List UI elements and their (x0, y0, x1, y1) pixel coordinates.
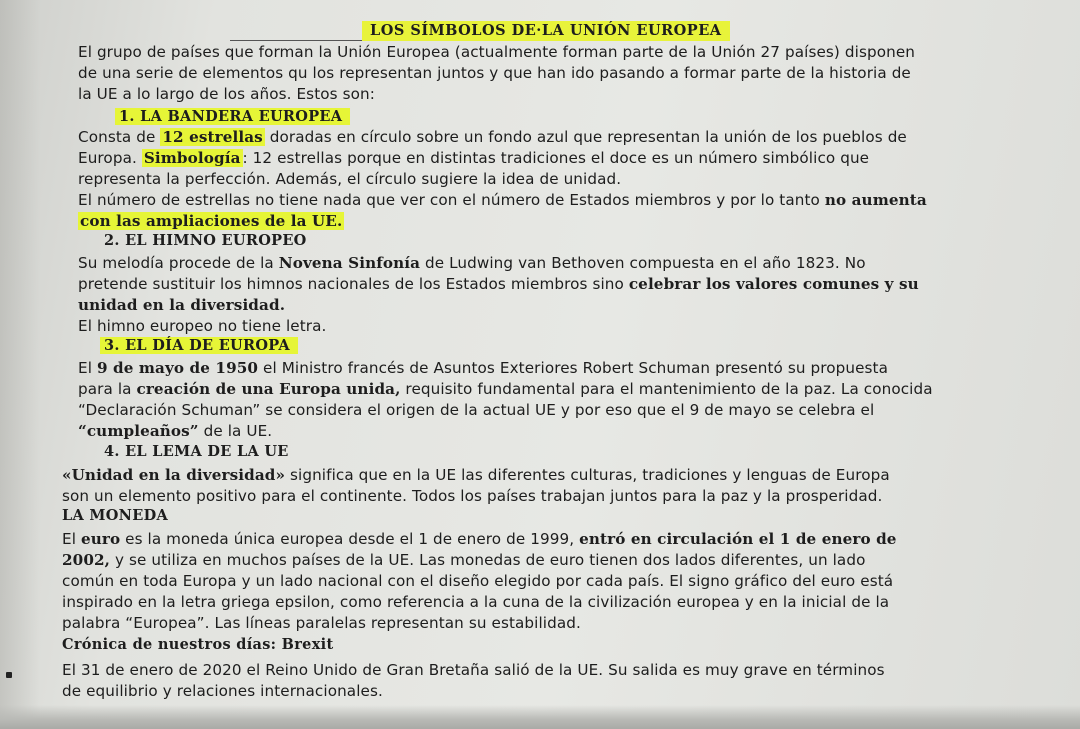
s2-line-3: unidad en la diversidad. (78, 296, 286, 314)
brexit-line-2: de equilibrio y relaciones internacionales. (62, 682, 383, 700)
brexit-line-1: El 31 de enero de 2020 el Reino Unido de Gran Bretaña salió de la UE. Su salida es muy grave en términos (62, 661, 885, 679)
section-1-heading: 1. LA BANDERA EUROPEA (115, 108, 350, 125)
s3-line-1: El 9 de mayo de 1950 el Ministro francés de Asuntos Exteriores Robert Schuman presentó su propuesta (78, 359, 889, 377)
moneda-line-2: 2002, y se utiliza en muchos países de la UE. Las monedas de euro tienen dos lados diferentes, un lado (62, 551, 866, 569)
section-2-heading: 2. EL HIMNO EUROPEO (104, 232, 307, 249)
intro-line-2: de una serie de elementos qu los representan juntos y que han ido pasando a formar parte de la historia de (78, 64, 911, 82)
s3-line-3: “Declaración Schuman” se considera el origen de la actual UE y por eso que el 9 de mayo se celebra el (78, 401, 875, 419)
s3-line-2: para la creación de una Europa unida, requisito fundamental para el mantenimiento de la paz. La conocida (78, 380, 933, 398)
s4-line-2: son un elemento positivo para el continente. Todos los países trabajan juntos para la paz y la prosperidad. (62, 487, 883, 505)
s1-line-5: con las ampliaciones de la UE. (80, 212, 343, 230)
section-4-heading: 4. EL LEMA DE LA UE (104, 443, 289, 460)
moneda-line-4: inspirado en la letra griega epsilon, como referencia a la cuna de la civilización europea y en la inicial de la (62, 593, 890, 611)
s1-line-3: representa la perfección. Además, el círculo sugiere la idea de unidad. (78, 170, 622, 188)
s1-line-1: Consta de 12 estrellas doradas en círculo sobre un fondo azul que representan la unión de los pueblos de (78, 128, 907, 146)
intro-line-1: El grupo de países que forman la Unión Europea (actualmente forman parte de la Unión 27 países) disponen (78, 43, 915, 61)
moneda-heading: LA MONEDA (62, 507, 169, 524)
s2-line-4: El himno europeo no tiene letra. (78, 317, 327, 335)
intro-line-3: la UE a lo largo de los años. Estos son: (78, 85, 375, 103)
page-shadow-bottom (0, 705, 1080, 729)
s1-line-4: El número de estrellas no tiene nada que ver con el número de Estados miembros y por lo tanto no aumenta (78, 191, 927, 209)
page-shadow-left (0, 0, 40, 729)
document-title: LOS SÍMBOLOS DE·LA UNIÓN EUROPEA (362, 21, 730, 41)
moneda-line-3: común en toda Europa y un lado nacional con el diseño elegido por cada país. El signo gráfico del euro está (62, 572, 894, 590)
s1-line-2: Europa. Simbología : 12 estrellas porque en distintas tradiciones el doce es un número simbólico que (78, 149, 870, 167)
s2-line-1: Su melodía procede de la Novena Sinfonía de Ludwing van Bethoven compuesta en el año 1823. No (78, 254, 866, 272)
s2-line-2: pretende sustituir los himnos nacionales de los Estados miembros sino celebrar los valores comunes y su (78, 275, 919, 293)
moneda-line-1: El euro es la moneda única europea desde el 1 de enero de 1999, entró en circulación el 1 de enero de (62, 530, 897, 548)
brexit-heading: Crónica de nuestros días: Brexit (62, 636, 334, 653)
margin-mark (6, 672, 12, 678)
s4-line-1: «Unidad en la diversidad» significa que en la UE las diferentes culturas, tradiciones y lenguas de Europa (62, 466, 890, 484)
s3-line-4: “cumpleaños” de la UE. (78, 422, 273, 440)
section-3-heading: 3. EL DÍA DE EUROPA (100, 337, 298, 354)
moneda-line-5: palabra “Europea”. Las líneas paralelas representan su estabilidad. (62, 614, 581, 632)
